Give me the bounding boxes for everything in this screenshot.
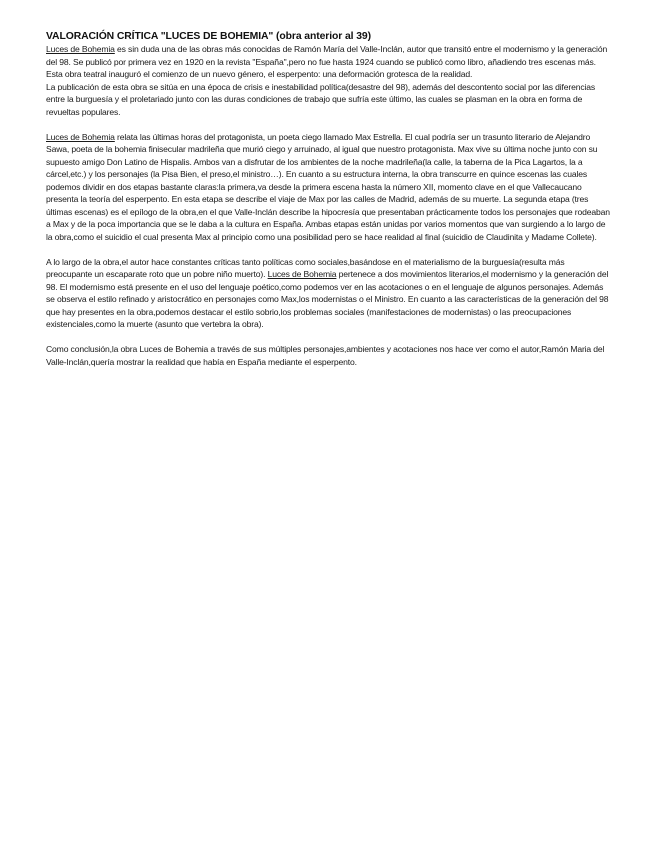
document-page (46, 30, 612, 368)
paragraph-plot (46, 131, 612, 244)
paragraph-intro (46, 43, 612, 81)
paragraph-spacer (46, 243, 612, 256)
document-title: VALORACIÓN CRÍTICA "LUCES DE BOHEMIA" (obra anterior al 39) (46, 31, 371, 42)
paragraph-spacer (46, 118, 612, 131)
paragraph-context: La publicación de esta obra se sitúa en una época de crisis e inestabilidad política(desastre del 98), además del descontento social por las diferencias entre la burguesía y el proletariado junto con las duras condiciones de trabajo que sufría este último, las cuales se plasman en la obra en forma de revueltas populares. (46, 81, 596, 117)
work-title-underlined: Luces de Bohemia (46, 44, 115, 54)
work-title-underlined: Luces de Bohemia (267, 269, 337, 279)
paragraph-movements-text-before: A lo largo de la obra,el autor hace constantes críticas tanto políticas como sociales,basándose en el materialismo de la burguesía(resulta más preocupante un escaparate roto que un pobre niño muerto). (46, 256, 565, 279)
paragraph-intro-text: es sin duda una de las obras más conocidas de Ramón María del Valle-Inclán, autor que transitó entre el modernismo y la generación del 98. Se publicó por primera vez en 1920 en la revista "España",pero no fue hasta 1924 cuando se publicó como libro, añadiendo tres escenas más. Esta obra teatral inauguró el comienzo de un nuevo género, el esperpento: una deformación grotesca de la realidad. (46, 44, 608, 79)
paragraph-plot-text: relata las últimas horas del protagonista, un poeta ciego llamado Max Estrella. El cual podría ser un trasunto literario de Alejandro Sawa, poeta de la bohemia finisecular madrileña que murió ciego y arruinado, al igual que nuestro protagonista. Max vive su última noche junto con su supuesto amigo Don Latino de Hispalis. Ambos van a disfrutar de los ambientes de la noche madrileña(la calle, la taberna de la Pica Lagartos, la a cárcel,etc.) y los personajes (la Pisa Bien, el preso,el ministro…). En cuanto a su estructura interna, la obra transcurre en quince escenas las cuales podemos dividir en dos etapas bastante claras:la primera,va desde la primera escena hasta la número XII, momento clave en el que Vallecaucano presenta la teoría del esperpento. En esta etapa se describe el viaje de Max por las calles de Madrid, además de su muerte. La segunda etapa (tres últimas escenas) es el epílogo de la obra,en el que Valle-Inclán describe la hipocresía que presentaban prácticamente todos los personajes que rodeaban a Max y de la poca importancia que se le daba a la cultura en España. Ambas etapas están unidas por varios momentos que van surgiendo a lo largo de la obra,como el suicidio el cual presenta Max al principio como una posibilidad pero se hace realidad al final (suicidio de Claudinita y Madame Collete). (46, 131, 610, 242)
work-title-underlined: Luces de Bohemia (46, 131, 115, 142)
paragraph-spacer (46, 331, 612, 344)
paragraph-movements (46, 256, 612, 331)
paragraph-conclusion: Como conclusión,la obra Luces de Bohemia a través de sus múltiples personajes,ambientes y acotaciones nos hace ver como el autor,Ramón Maria del Valle-Inclán,quería mostrar la realidad que había en España mediante el esperpento. (46, 344, 605, 367)
paragraph-movements-text-after: pertenece a dos movimientos literarios,el modernismo y la generación del 98. El modernismo está presente en el uso del lenguaje poético,como podemos ver en las acotaciones o en el lenguaje de algunos personajes. Además se observa el estilo refinado y aristocrático en personajes como Max,los modernistas o el Ministro. En cuanto a las características de la generación del 98 que hay presentes en la obra,podemos destacar el estilo sobrio,los problemas sociales (manifestaciones de modernistas) o las preocupaciones existenciales,como la muerte (asunto que vertebra la obra). (46, 269, 609, 329)
